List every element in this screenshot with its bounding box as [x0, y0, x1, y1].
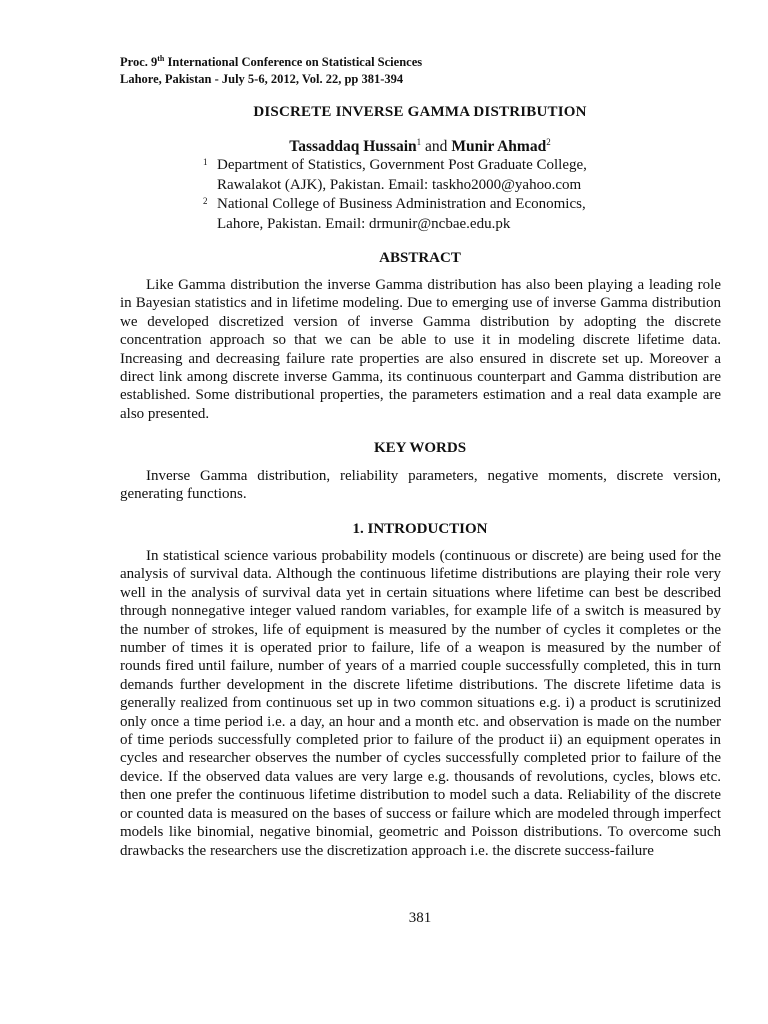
abstract-text: Like Gamma distribution the inverse Gamma distribution has also been playing a leading role in Bayesian statistics and in lifetime modeling. Due to emerging use of inverse Gamma distribution we developed discretized version of inverse Gamma distribution by adopting the discrete concentration approach so that we can be able to use it in modeling discrete lifetime data. Increasing and decreasing failure rate properties are also ensured in discrete set up. Moreover a direct link among discrete inverse Gamma, its continuous counterpart and Gamma distribution are established. Some distributional properties, the parameters estimation and a real data example are also presented. — [120, 277, 721, 422]
introduction-text: In statistical science various probability models (continuous or discrete) are being used for the analysis of survival data. Although the continuous lifetime distributions are playing their role very well in the analysis of survival data yet in certain situations where lifetime can best be described through nonnegative integer valued random variables, for example life of a switch is measured by the number of strokes, life of equipment is measured by the number of cycles it completes or the number of times it is operated prior to failure, life of a weapon is measured by the number of rounds fired until failure, number of years of a married couple successfully completed, this in turn demands further development in the discrete lifetime distributions. The discrete lifetime data is generally realized from continuous set up in two common situations e.g. i) a product is scrutinized only once a time period i.e. a day, an hour and a month etc. and observation is made on the number of time periods successfully completed prior to failure of the product ii) an equipment operates in cycles and researcher observes the number of cycles successfully completed prior to failure of the device. If the observed data values are very large e.g. thousands of revolutions, cycles, blows etc. then one prefer the continuous lifetime distribution to model such a data. Reliability of the discrete or counted data is measured on the bases of success or failure which are modeled through imperfect models like binomial, negative binomial, geometric and Poisson distributions. To overcome such drawbacks the researchers use the discretization approach i.e. the discrete success-failure — [120, 548, 721, 859]
paper-title: DISCRETE INVERSE GAMMA DISTRIBUTION — [253, 104, 587, 120]
affiliation-1: 1 Department of Statistics, Government Post Graduate College, Rawalakot (AJK), Pakistan. Email: taskho2000@yahoo.com — [203, 157, 587, 193]
author-2: Munir Ahmad — [451, 138, 547, 155]
affiliations — [200, 156, 720, 234]
keywords-text: Inverse Gamma distribution, reliability parameters, negative moments, discrete version, generating functions. — [120, 468, 721, 503]
keywords-heading: KEY WORDS — [373, 440, 467, 456]
conference-line: Proc. 9th International Conference on Statistical Sciences — [120, 53, 423, 69]
introduction-heading: 1. INTRODUCTION — [352, 521, 488, 537]
abstract-heading: ABSTRACT — [379, 250, 461, 266]
proceedings-header — [120, 54, 422, 88]
page-number: 381 — [408, 910, 432, 926]
author-line: Tassaddaq Hussain$^1$ and Munir Ahmad$^2$ — [289, 136, 551, 155]
affiliation-2: 2 National College of Business Administration and Economics, Lahore, Pakistan. Email: drmunir@ncbae.edu.pk — [203, 196, 586, 232]
venue-line: Lahore, Pakistan - July 5-6, 2012, Vol. 22, pp 381-394 — [120, 72, 404, 86]
author-1: Tassaddaq Hussain — [289, 138, 417, 155]
